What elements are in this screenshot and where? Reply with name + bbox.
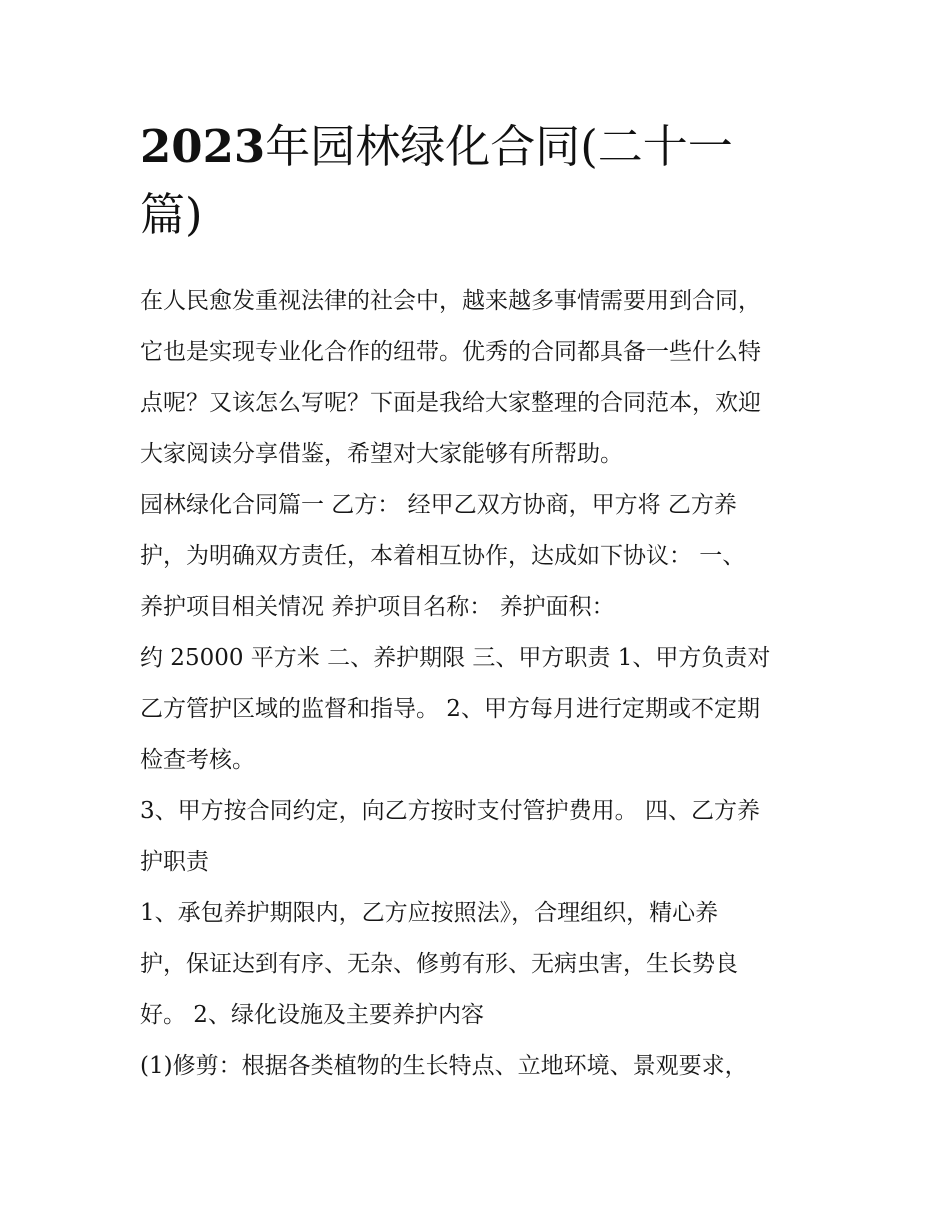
text-line: 点呢？又该怎么写呢？下面是我给大家整理的合同范本，欢迎 bbox=[140, 390, 761, 416]
text-line: 护，为明确双方责任，本着相互协作，达成如下协议： 一、 bbox=[140, 543, 746, 569]
paragraph-maintenance bbox=[140, 888, 830, 1041]
text-line: 在人民愈发重视法律的社会中，越来越多事情需要用到合同， bbox=[140, 288, 761, 314]
text-line: 约 25000 平方米 二、养护期限 三、甲方职责 1、甲方负责对 bbox=[140, 645, 771, 671]
paragraph-payment bbox=[140, 786, 830, 888]
text-line: 乙方管护区域的监督和指导。 2、甲方每月进行定期或不定期 bbox=[140, 696, 760, 722]
text-line: 1、承包养护期限内，乙方应按照法》，合理组织，精心养 bbox=[140, 900, 719, 926]
title-text-line2: 篇) bbox=[140, 188, 203, 241]
title-year: 2023 bbox=[140, 120, 266, 173]
text-line: 护职责 bbox=[140, 849, 209, 875]
text-line: 检查考核。 bbox=[140, 747, 255, 773]
title-text: 年园林绿化合同(二十一 bbox=[265, 120, 733, 173]
paragraph-pruning bbox=[140, 1041, 830, 1092]
text-line: 3、甲方按合同约定，向乙方按时支付管护费用。 四、乙方养 bbox=[140, 798, 760, 824]
text-line: 养护项目相关情况 养护项目名称： 养护面积： bbox=[140, 594, 615, 620]
text-line: 园林绿化合同篇一 乙方： 经甲乙双方协商，甲方将 乙方养 bbox=[140, 492, 737, 518]
text-line: 大家阅读分享借鉴，希望对大家能够有所帮助。 bbox=[140, 441, 623, 467]
paragraph-intro bbox=[140, 276, 830, 480]
text-line: 它也是实现专业化合作的纽带。优秀的合同都具备一些什么特 bbox=[140, 339, 761, 365]
text-line: 护，保证达到有序、无杂、修剪有形、无病虫害，生长势良 bbox=[140, 951, 738, 977]
document-body bbox=[140, 276, 830, 1092]
paragraph-area-duties bbox=[140, 633, 830, 786]
document-title bbox=[140, 113, 820, 249]
paragraph-contract-start bbox=[140, 480, 830, 633]
text-line: 好。 2、绿化设施及主要养护内容 bbox=[140, 1002, 484, 1028]
text-line: (1)修剪：根据各类植物的生长特点、立地环境、景观要求， bbox=[140, 1053, 748, 1079]
